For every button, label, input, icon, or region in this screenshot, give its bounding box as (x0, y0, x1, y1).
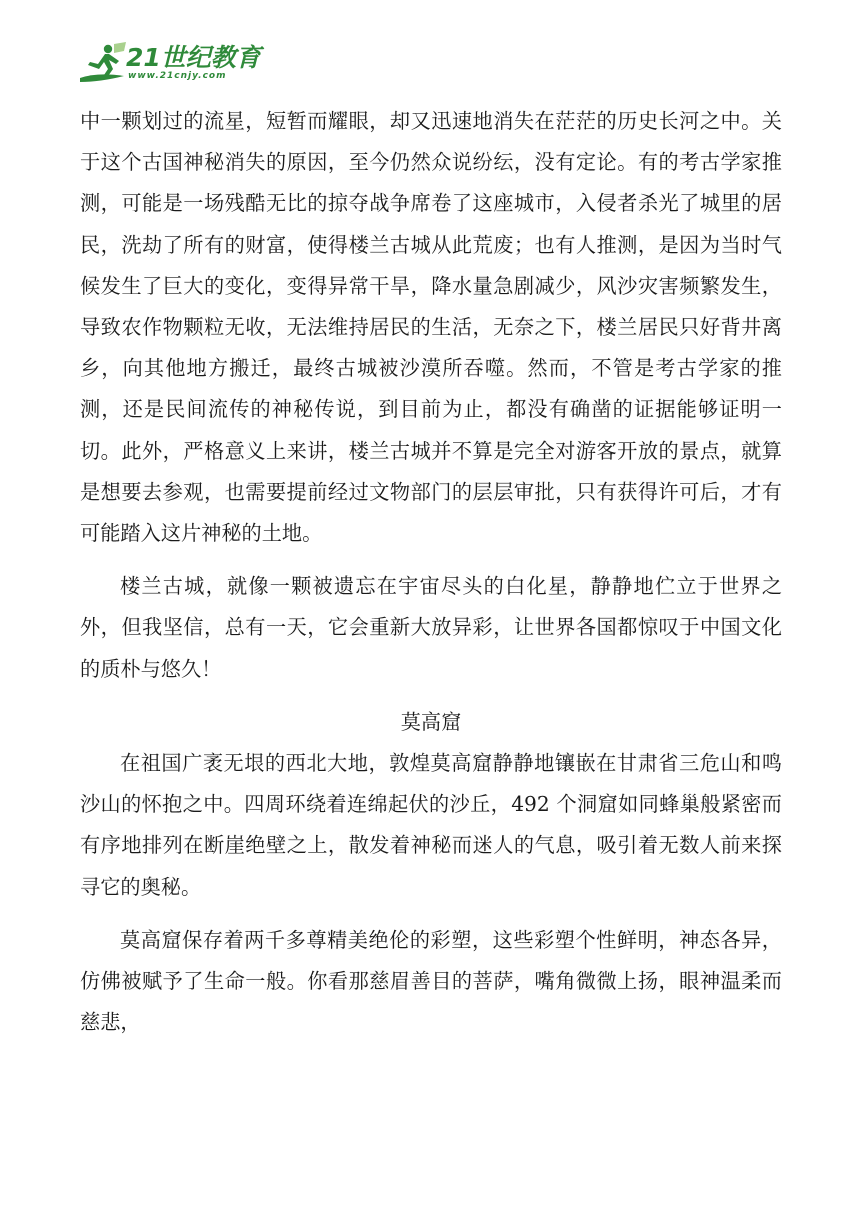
logo-wordmark: 21世纪教育 (126, 43, 261, 72)
logo-url: www.21cnjy.com (128, 71, 227, 81)
section-heading: 莫高窟 (400, 709, 462, 734)
header-logo (78, 38, 261, 88)
running-figure-icon (78, 42, 128, 84)
paragraph-3: 在祖国广袤无垠的西北大地，敦煌莫高窟静静地镶嵌在甘肃省三危山和鸣沙山的怀抱之中。四周环绕着连绵起伏的沙丘，492 个洞窟如同蜂巢般紧密而有序地排列在断崖绝壁之上，散发着神秘而迷人的气息，吸引着无数人前来探寻它的奥秘。 (80, 751, 782, 899)
paragraph-1: 中一颗划过的流星，短暂而耀眼，却又迅速地消失在茫茫的历史长河之中。关于这个古国神秘消失的原因，至今仍然众说纷纭，没有定论。有的考古学家推测，可能是一场残酷无比的掠夺战争席卷了这座城市，入侵者杀光了城里的居民，洗劫了所有的财富，使得楼兰古城从此荒废；也有人推测，是因为当时气候发生了巨大的变化，变得异常干旱，降水量急剧减少，风沙灾害频繁发生，导致农作物颗粒无收，无法维持居民的生活，无奈之下，楼兰居民只好背井离乡，向其他地方搬迁，最终古城被沙漠所吞噬。然而，不管是考古学家的推测，还是民间流传的神秘传说，到目前为止，都没有确凿的证据能够证明一切。此外，严格意义上来讲，楼兰古城并不算是完全对游客开放的景点，就算是想要去参观，也需要提前经过文物部门的层层审批，只有获得许可后，才有可能踏入这片神秘的土地。 (80, 109, 782, 546)
document-body (80, 101, 782, 1043)
paragraph-2: 楼兰古城，就像一颗被遗忘在宇宙尽头的白化星，静静地伫立于世界之外，但我坚信，总有一天，它会重新大放异彩，让世界各国都惊叹于中国文化的质朴与悠久！ (80, 574, 782, 681)
paragraph-4: 莫高窟保存着两千多尊精美绝伦的彩塑，这些彩塑个性鲜明，神态各异，仿佛被赋予了生命一般。你看那慈眉善目的菩萨，嘴角微微上扬，眼神温柔而慈悲， (80, 927, 782, 1035)
